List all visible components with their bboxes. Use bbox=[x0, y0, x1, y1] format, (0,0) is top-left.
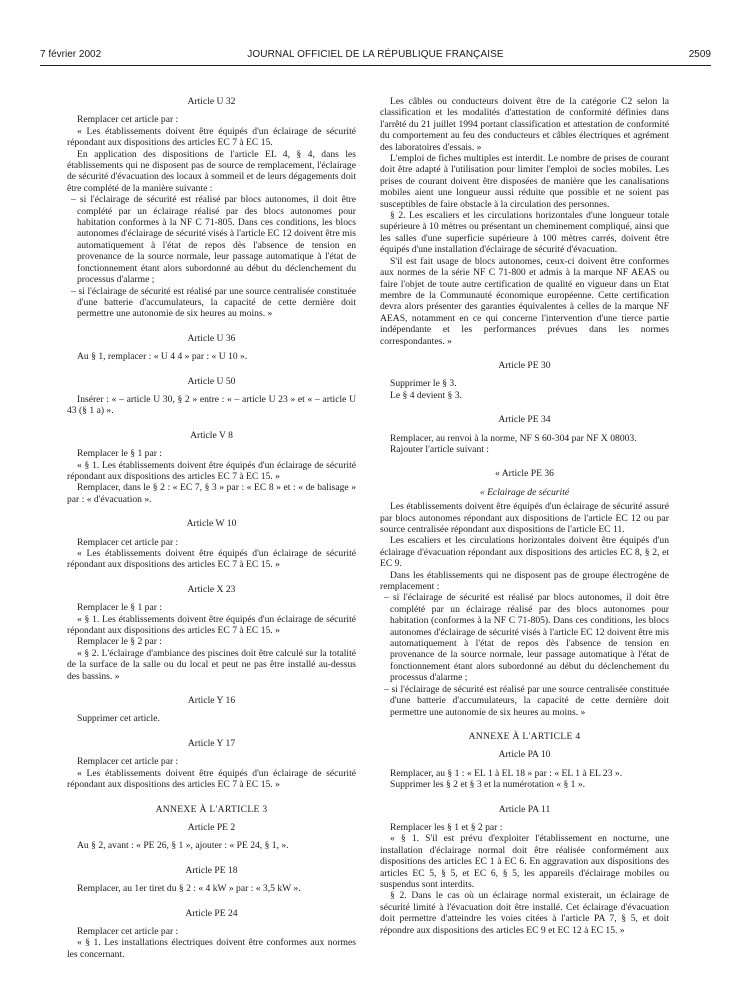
paragraph: § 2. Dans le cas où un éclairage normal existerait, un éclairage de sécurité limité à l'évacuation doit être installé. Cet éclairage d'évacuation doit permettre d'atteindre les voies citées à l'article PA 7, § 5, et doit répondre aux dispositions des articles EC 9 et EC 12 à EC 15. » bbox=[380, 890, 669, 936]
dash-item: – si l'éclairage de sécurité est réalisé par une source centralisée constituée d'une batterie d'accumulateurs, la capacité de cette dernière doit permettre une autonomie de six heures au moins. » bbox=[71, 285, 356, 320]
header-rule bbox=[40, 65, 711, 66]
article-heading: Article PE 24 bbox=[185, 907, 238, 919]
section-subtitle: « Eclairage de sécurité bbox=[479, 486, 570, 498]
paragraph: « Les établissements doivent être équipés d'un éclairage de sécurité répondant aux dispositions des articles EC 7 à EC 15. bbox=[67, 125, 356, 149]
page-number: 2509 bbox=[688, 49, 711, 60]
paragraph: L'emploi de fiches multiples est interdit. Le nombre de prises de courant doit être adapté à l'utilisation pour limiter l'emploi de socles mobiles. Les prises de courant doivent être disposées de manière que les canalisations mobiles aient une longueur aussi réduite que possible et ne soient pas susceptibles de faire obstacle à la circulation des personnes. bbox=[380, 153, 669, 210]
paragraph: Les escaliers et les circulations horizontales doivent être équipés d'un éclairage d'évacuation répondant aux dispositions des articles EC 8, § 2, et EC 9. bbox=[380, 535, 669, 570]
paragraph: Remplacer les § 1 et § 2 par : bbox=[390, 821, 503, 833]
paragraph: « § 1. Les installations électriques doivent être conformes aux normes les concernant. bbox=[67, 937, 356, 960]
annex-heading: ANNEXE À L'ARTICLE 4 bbox=[468, 730, 581, 742]
paragraph: Remplacer cet article par : bbox=[77, 925, 179, 937]
article-heading: Article X 23 bbox=[187, 583, 236, 595]
paragraph: Supprimer cet article. bbox=[77, 713, 160, 725]
paragraph: Remplacer cet article par : bbox=[77, 536, 179, 548]
article-heading: Article U 36 bbox=[187, 332, 236, 344]
article-heading: Article PE 2 bbox=[187, 821, 236, 833]
paragraph: Au § 2, avant : « PE 26, § 1 », ajouter : « PE 24, § 1, ». bbox=[77, 840, 289, 852]
issue-date: 7 février 2002 bbox=[40, 49, 102, 60]
article-heading: Article W 10 bbox=[186, 518, 237, 530]
paragraph: Remplacer, au 1er tiret du § 2 : « 4 kW » par : « 3,5 kW ». bbox=[77, 883, 301, 895]
paragraph: Remplacer, au renvoi à la norme, NF S 60-304 par NF X 08003. bbox=[390, 432, 637, 444]
paragraph: Remplacer le § 1 par : bbox=[77, 602, 162, 614]
article-heading: Article PA 11 bbox=[498, 803, 551, 815]
paragraph: Dans les établissements qui ne disposent pas de groupe électrogène de remplacement : bbox=[380, 569, 669, 593]
dash-item: – si l'éclairage de sécurité est réalisé par blocs autonomes, il doit être complété par un éclairage réalisé par des blocs autonomes pour habitation conformes à la NF C 71-805. Dans ces conditions, les blocs autonomes d'éclairage de sécurité visés à l'article EC 12 doivent être mis automatiquement à l'état de repos dès l'absence de tension en provenance de la source normale, leur passage automatique à l'état de fonctionnement étant alors subordonné au début du déclenchement du processus d'alarme ; bbox=[71, 194, 356, 286]
paragraph: S'il est fait usage de blocs autonomes, ceux-ci doivent être conformes aux normes de la série NF C 71-800 et admis à la marque NF AEAS ou faire l'objet de toute autre certification de qualité en vigueur dans un Etat membre de la Communauté économique européenne. Cette certification devra alors présenter des garanties équivalentes à celles de la marque NF AEAS, notamment en ce qui concerne l'intervention d'une tierce partie indépendante et les performances prévues dans les normes correspondantes. » bbox=[380, 255, 669, 347]
article-heading: Article PE 18 bbox=[185, 864, 238, 876]
paragraph: « § 1. Les établissements doivent être équipés d'un éclairage de sécurité répondant aux dispositions des articles EC 7 à EC 15. » bbox=[67, 459, 356, 482]
paragraph: Remplacer le § 1 par : bbox=[77, 448, 162, 460]
paragraph: Remplacer cet article par : bbox=[77, 756, 179, 768]
right-column bbox=[380, 96, 669, 936]
article-heading: Article V 8 bbox=[190, 429, 233, 441]
paragraph: Les établissements doivent être équipés d'un éclairage de sécurité assuré par blocs autonomes répondant aux dispositions de l'article EC 12 ou par source centralisée répondant aux dispositions de l'article EC 11. bbox=[380, 501, 669, 535]
paragraph: Remplacer, au § 1 : « EL 1 à EL 18 » par : « EL 1 à EL 23 ». bbox=[390, 767, 623, 779]
paragraph: En application des dispositions de l'article EL 4, § 4, dans les établissements qui ne disposent pas de source de remplacement, l'éclairage de sécurité d'évacuation des locaux à sommeil et de leurs dégagements doit être complété de la manière suivante : bbox=[67, 148, 356, 194]
paragraph: « § 1. Les établissements doivent être équipés d'un éclairage de sécurité répondant aux dispositions des articles EC 7 à EC 15. » bbox=[67, 613, 356, 637]
paragraph: Insérer : « – article U 30, § 2 » entre : « – article U 23 » et « – article U 43 (§ 1 a) ». bbox=[67, 393, 356, 417]
paragraph: Supprimer les § 2 et § 3 et la numérotation « § 1 ». bbox=[390, 779, 586, 791]
paragraph: Rajouter l'article suivant : bbox=[390, 443, 489, 455]
paragraph: Les câbles ou conducteurs doivent être de la catégorie C2 selon la classification et les modalités d'attestation de conformité définies dans l'arrêté du 21 juillet 1994 portant classification et attestation de conformité du comportement au feu des conducteurs et câbles électriques et agrément des laboratoires d'essais. » bbox=[380, 96, 669, 153]
annex-heading: ANNEXE À L'ARTICLE 3 bbox=[155, 803, 268, 815]
left-column bbox=[67, 96, 356, 960]
article-heading: Article U 32 bbox=[187, 96, 236, 107]
paragraph: § 2. Les escaliers et les circulations horizontales d'une longueur totale supérieure à 10 mètres ou présentant un cheminement compliqué, ainsi que les salles d'une superficie supérieure à 100 mètres carrés, doivent être équipés d'une installation d'éclairage de sécurité d'évacuation. bbox=[380, 210, 669, 256]
article-heading: Article U 50 bbox=[187, 375, 236, 387]
paragraph: « § 1. S'il est prévu d'exploiter l'établissement en nocturne, une installation d'éclairage normal doit être réalisée conformément aux dispositions des articles EC 1 à EC 6. En aggravation aux dispositions des articles EC 5, § 5, et EC 6, § 5, les appareils d'éclairage mobiles ou suspendus sont interdits. bbox=[380, 833, 669, 890]
paragraph: Remplacer cet article par : bbox=[77, 114, 179, 126]
page-header bbox=[40, 49, 711, 63]
article-heading: Article Y 17 bbox=[187, 737, 236, 749]
dash-item: – si l'éclairage de sécurité est réalisé par blocs autonomes, il doit être complété par un éclairage réalisé par des blocs autonomes pour habitation (conformes à la NF C 71-805). Dans ces conditions, les blocs autonomes d'éclairage de sécurité visés à l'article EC 12 doivent être mis automatiquement à l'état de repos dès l'absence de tension en provenance de la source normale, leur passage automatique à l'état de fonctionnement étant alors subordonné au début du déclenchement du processus d'alarme ; bbox=[384, 592, 669, 684]
paragraph: « Les établissements doivent être équipés d'un éclairage de sécurité répondant aux dispositions des articles EC 7 à EC 15. » bbox=[67, 767, 356, 791]
article-heading: Article PA 10 bbox=[498, 749, 551, 761]
paragraph: « Les établissements doivent être équipés d'un éclairage de sécurité répondant aux dispositions des articles EC 7 à EC 15. » bbox=[67, 548, 356, 571]
journal-title: JOURNAL OFFICIEL DE LA RÉPUBLIQUE FRANÇAISE bbox=[247, 49, 504, 60]
paragraph: « § 2. L'éclairage d'ambiance des piscines doit être calculé sur la totalité de la surface de la salle ou du local et peut ne pas être installé au-dessus des bassins. » bbox=[67, 647, 356, 682]
paragraph: Le § 4 devient § 3. bbox=[390, 389, 462, 401]
article-heading: Article PE 30 bbox=[498, 359, 551, 371]
dash-item: – si l'éclairage de sécurité est réalisé par une source centralisée constituée d'une batterie d'accumulateurs, la capacité de cette dernière doit permettre une autonomie de six heures au moins. » bbox=[384, 683, 669, 718]
article-heading: « Article PE 36 bbox=[495, 468, 554, 480]
paragraph: Remplacer, dans le § 2 : « EC 7, § 3 » par : « EC 8 » et : « de balisage » par : « d'évacuation ». bbox=[67, 482, 356, 505]
paragraph: Au § 1, remplacer : « U 4 4 » par : « U 10 ». bbox=[77, 351, 248, 363]
paragraph: Supprimer le § 3. bbox=[390, 378, 457, 390]
paragraph: Remplacer le § 2 par : bbox=[77, 636, 162, 648]
article-heading: Article PE 34 bbox=[498, 414, 551, 426]
article-heading: Article Y 16 bbox=[187, 695, 236, 707]
